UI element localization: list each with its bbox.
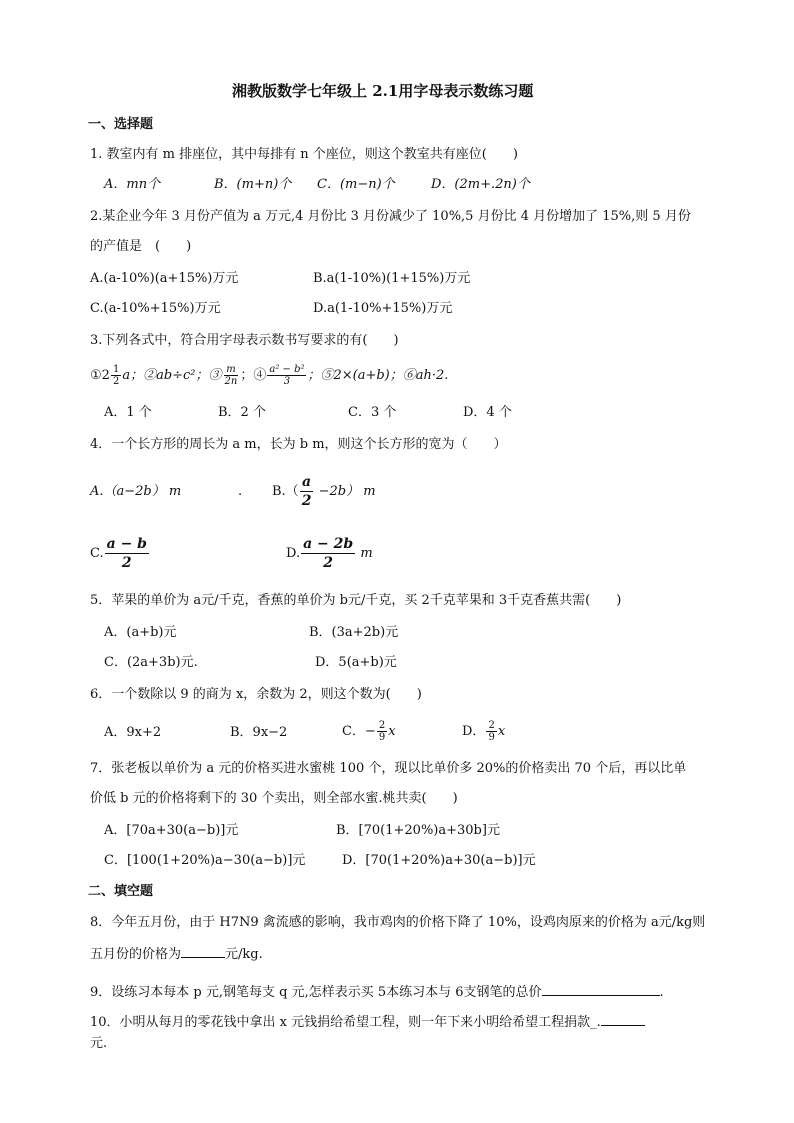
q1-stem: 1. 教室内有 m 排座位，其中每排有 n 个座位，则这个教室共有座位( ) [90,147,518,162]
q4-option-d: D. $\frac{a - 2b}{2}$ m [286,536,373,571]
q1-option-b: B．(m+n)个 [214,177,292,192]
section-heading-choice: 一、选择题 [88,117,154,132]
q8-line1: 8．今年五月份，由于 H7N9 禽流感的影响，我市鸡肉的价格下降了 10%，设鸡肉原来的价格为 a元/kg则 [90,915,706,930]
q2-stem-line2: 的产值是 ( ) [90,239,192,254]
q6-stem: 6．一个数除以 9 的商为 x，余数为 2，则这个数为( ) [90,687,422,702]
q4-stray-dot: . [238,484,243,499]
q4-option-b: B.（ $\frac{a}{2}$ −2b） m [272,474,376,509]
q1-option-c: C．(m−n)个 [317,177,395,192]
q10-answer-blank[interactable] [601,1012,645,1026]
q5-option-c: C．(2a+3b)元. [104,655,198,670]
worksheet-title: 湘教版数学七年级上 2.1用字母表示数练习题 [232,82,534,100]
q4-option-d-fraction: $\frac{a - 2b}{2}$ [303,536,354,571]
q5-option-a: A．(a+b)元 [104,625,177,640]
q2-option-c: C.(a-10%+15%)万元 [90,301,221,316]
expr1-fraction: $\frac{1}{2}$ [112,364,120,387]
q7-option-a: A．[70a+30(a−b)]元 [104,823,239,838]
q7-stem-line2: 价低 b 元的价格将剩下的 30 个卖出，则全部水蜜.桃共卖( ) [90,791,458,806]
section-heading-fill: 二、填空题 [88,884,154,899]
q5-option-b: B．(3a+2b)元 [309,625,399,640]
q3-option-d: D．4 个 [463,405,512,420]
q6-option-c: C．− $\frac{2}{9}$ x [342,720,396,743]
q6-option-a: A．9x+2 [104,725,162,740]
q4-option-c: C. $\frac{a - b}{2}$ [90,536,147,571]
q3-option-a: A．1 个 [104,405,152,420]
q7-option-d: D．[70(1+20%)a+30(a−b)]元 [342,853,536,868]
q4-stem: 4．一个长方形的周长为 a m，长为 b m，则这个长方形的宽为（ ） [90,437,507,452]
q2-option-b: B.a(1-10%)(1+15%)万元 [313,271,471,286]
q9-answer-blank[interactable] [542,982,660,996]
q7-stem-line1: 7．张老板以单价为 a 元的价格买进水蜜桃 100 个，现以比单价多 20%的价格卖出 70 个后，再以比单 [90,761,687,776]
expr4-fraction: $\frac{\text{a² − b²}}{3}$ [269,364,305,387]
q1-option-a: A．mn个 [104,177,161,192]
q3-option-b: B．2 个 [218,405,266,420]
q10-line2: 元. [90,1036,108,1051]
q5-option-d: D．5(a+b)元 [315,655,397,670]
q4-option-c-fraction: $\frac{a - b}{2}$ [106,536,147,571]
q8-line2: 五月份的价格为 元/kg. [90,944,263,964]
q2-stem-line1: 2.某企业今年 3 月份产值为 a 万元,4 月份比 3 月份减少了 10%,5 月份比 4 月份增加了 15%,则 5 月份 [90,209,691,224]
q6-option-d: D． $\frac{2}{9}$ x [462,720,506,743]
q7-option-c: C．[100(1+20%)a−30(a−b)]元 [104,853,306,868]
q6-option-c-fraction: $\frac{2}{9}$ [378,720,386,743]
q6-option-d-fraction: $\frac{2}{9}$ [488,720,495,743]
expr-text-1: a；②ab÷c²；③ [122,368,222,383]
q10-line1: 10．小明从每月的零花钱中拿出 x 元钱捐给希望工程，则一年下来小明给希望工程捐款_. [90,1012,645,1032]
q2-option-d: D.a(1-10%+15%)万元 [313,301,453,316]
q4-option-a: A.（a−2b） m [90,484,182,499]
expr-text-4: ；⑤2×(a+b)；⑥ah·2. [307,368,449,383]
q6-option-b: B．9x−2 [230,725,288,740]
expr1-whole: ①2 [90,368,110,383]
q7-option-b: B．[70(1+20%)a+30b]元 [336,823,500,838]
expr3-fraction: $\frac{m}{2n}$ [224,364,238,387]
q3-stem: 3.下列各式中，符合用字母表示数书写要求的有( ) [90,333,399,348]
q8-answer-blank[interactable] [181,944,225,958]
q2-option-a: A.(a-10%)(a+15%)万元 [90,271,239,286]
expr-text-3: ；④ [240,368,267,383]
q5-stem: 5．苹果的单价为 a元/千克，香蕉的单价为 b元/千克，买 2千克苹果和 3千克香蕉共需( ) [90,593,622,608]
q3-expressions [90,362,448,390]
q4-option-b-fraction: $\frac{a}{2}$ [301,474,312,509]
q3-option-c: C．3 个 [348,405,397,420]
q1-option-d: D．(2m+.2n)个 [431,177,530,192]
q9-line: 9．设练习本每本 p 元,钢笔每支 q 元,怎样表示买 5本练习本与 6支钢笔的总价 . [90,982,664,1002]
